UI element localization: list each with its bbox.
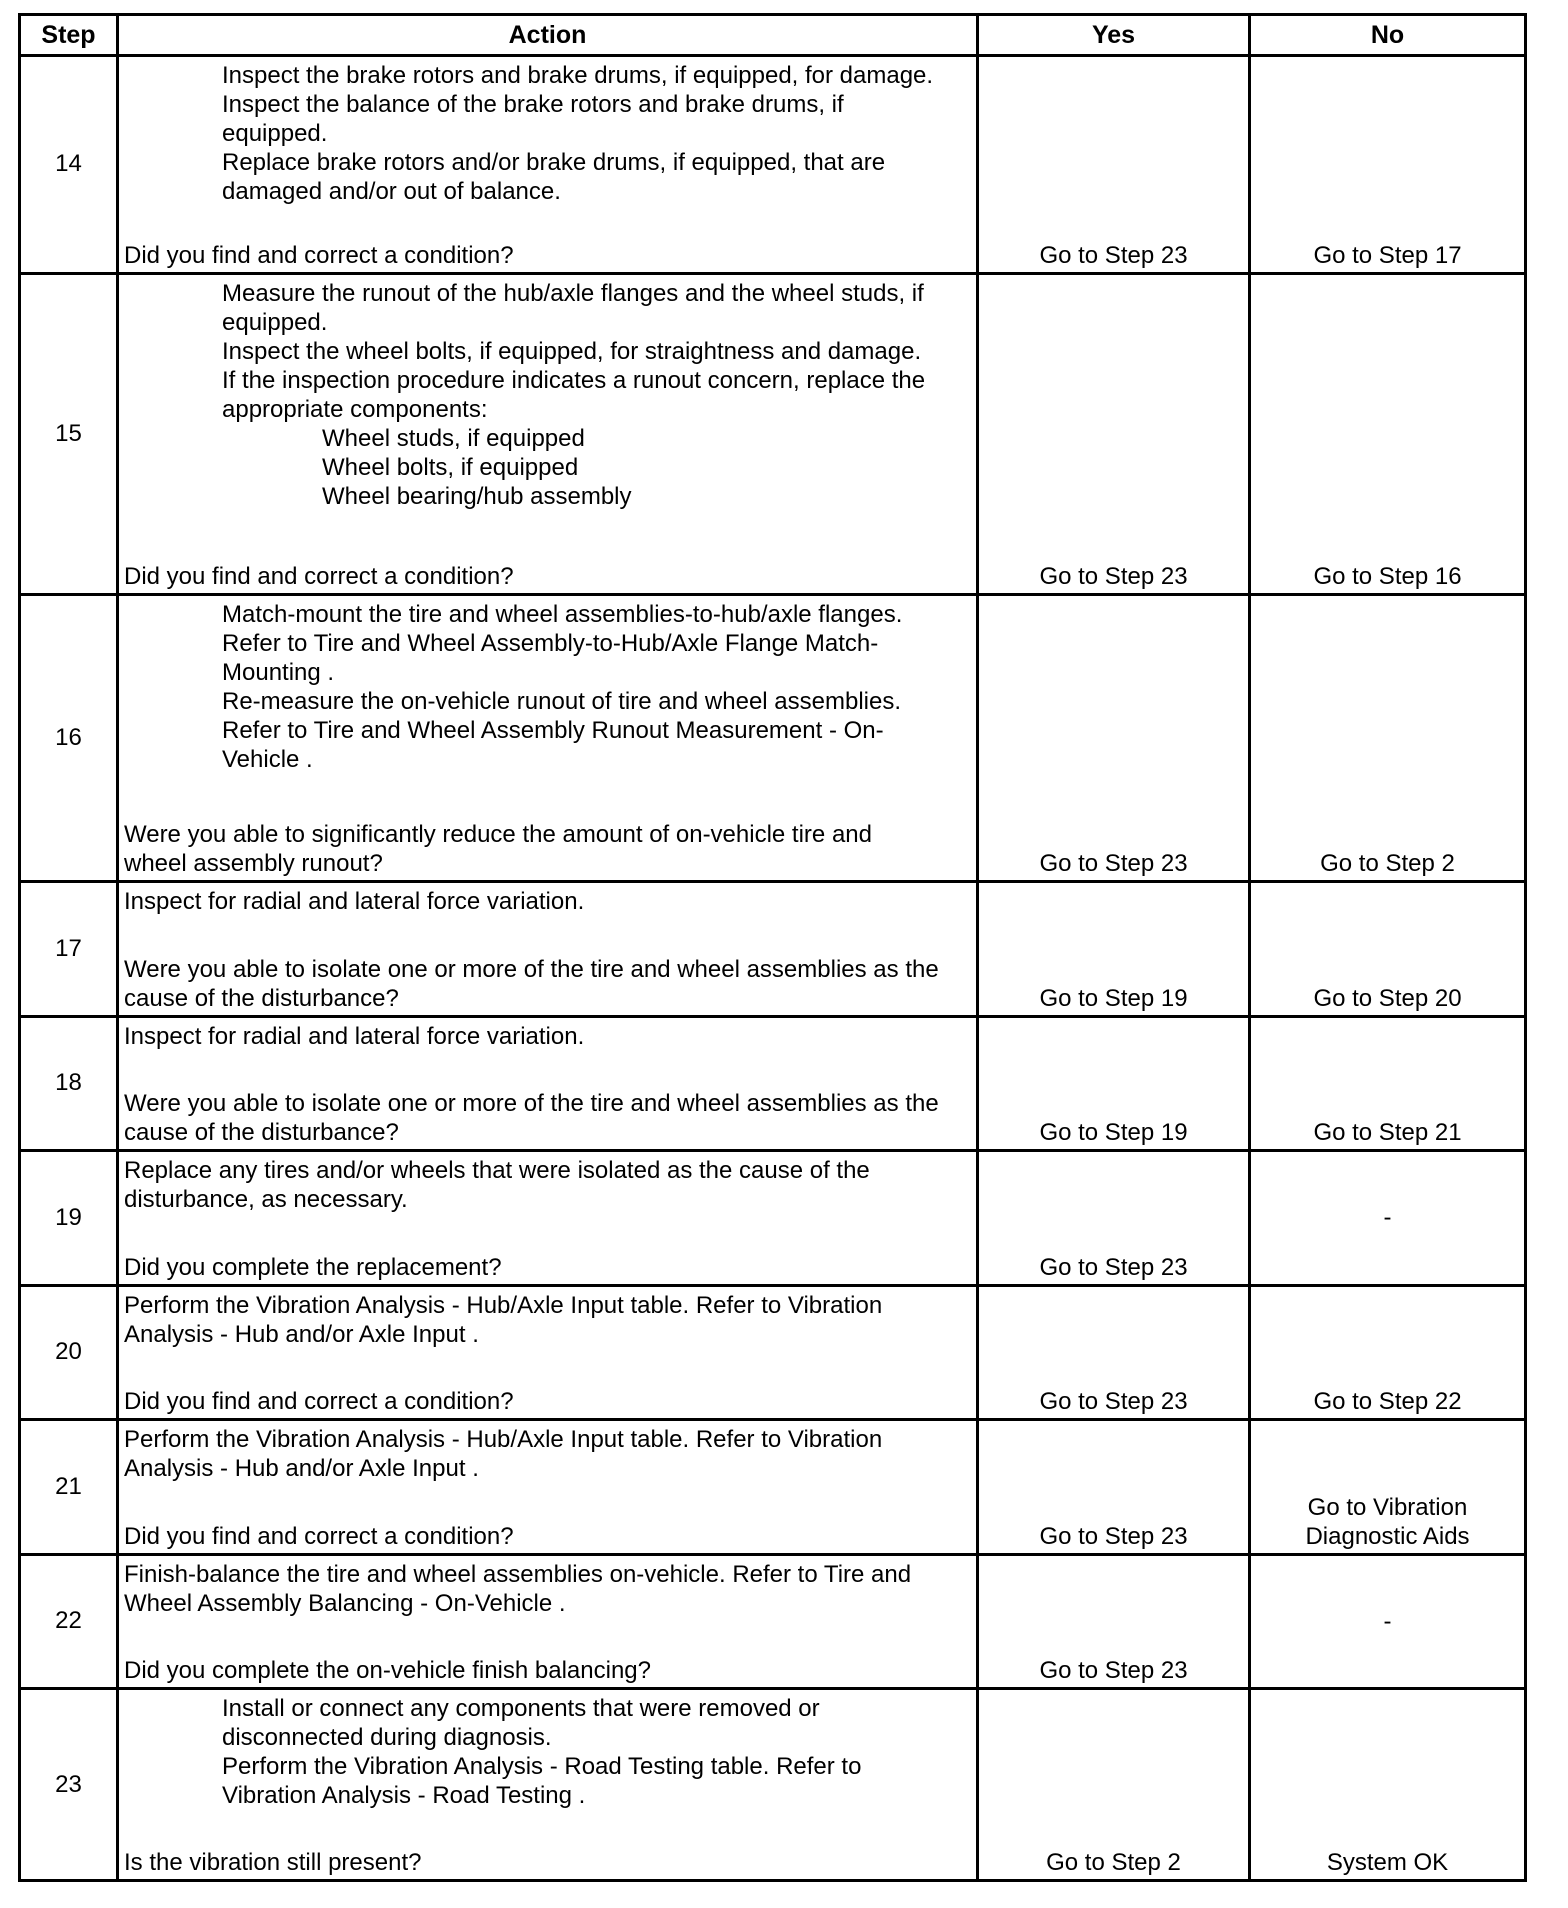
table-row [20, 273, 1526, 594]
action-line: Re-measure the on-vehicle runout of tire and wheel assemblies. [222, 688, 902, 716]
question-line: Were you able to isolate one or more of the tire and wheel assemblies as the [124, 955, 939, 983]
action-line: Inspect the wheel bolts, if equipped, for straightness and damage. [222, 337, 922, 365]
action-line: Mounting . [222, 659, 335, 687]
no-result: Go to Step 2 [1250, 595, 1526, 882]
action-line: Inspect for radial and lateral force variation. [124, 888, 585, 916]
question-line: Did you complete the replacement? [124, 1253, 502, 1281]
action-line: If the inspection procedure indicates a runout concern, replace the [222, 366, 926, 394]
step-number: 19 [20, 1151, 118, 1286]
action-content [119, 1287, 976, 1419]
action-question [124, 1253, 970, 1284]
action-instructions [124, 1291, 970, 1349]
action-content [119, 275, 976, 593]
action-cell [118, 1016, 978, 1151]
action-line: Match-mount the tire and wheel assemblies-to-hub/axle flanges. [222, 601, 903, 629]
action-instructions [124, 1156, 970, 1214]
question-line: Did you find and correct a condition? [124, 1388, 514, 1416]
action-cell [118, 1151, 978, 1286]
table-row [20, 1016, 1526, 1151]
action-cell [118, 1285, 978, 1420]
header-step: Step [20, 15, 118, 56]
action-subline: Wheel bearing/hub assembly [322, 482, 632, 510]
action-content [119, 1556, 976, 1688]
action-instructions [124, 600, 970, 774]
action-question [124, 1089, 970, 1149]
step-number: 15 [20, 273, 118, 594]
action-line: Refer to Tire and Wheel Assembly Runout Measurement - On- [222, 717, 884, 745]
table-row [20, 882, 1526, 1017]
header-yes: Yes [978, 15, 1250, 56]
action-line: Analysis - Hub and/or Axle Input . [124, 1320, 479, 1348]
action-line: Replace any tires and/or wheels that were isolated as the cause of the [124, 1157, 870, 1185]
action-content [119, 1421, 976, 1553]
yes-result: Go to Step 23 [978, 1420, 1250, 1555]
action-content [119, 596, 976, 880]
step-number: 20 [20, 1285, 118, 1420]
question-line: cause of the disturbance? [124, 984, 399, 1012]
action-line: Inspect the balance of the brake rotors and brake drums, if [222, 91, 844, 118]
action-line: Replace brake rotors and/or brake drums, if equipped, that are [222, 149, 886, 176]
step-number: 23 [20, 1689, 118, 1881]
action-question [124, 241, 970, 272]
action-content [119, 883, 976, 1015]
action-line: Analysis - Hub and/or Axle Input . [124, 1455, 479, 1483]
action-cell [118, 273, 978, 594]
step-number: 22 [20, 1554, 118, 1689]
action-question [124, 562, 970, 593]
yes-result: Go to Step 23 [978, 1285, 1250, 1420]
step-number: 18 [20, 1016, 118, 1151]
action-cell [118, 595, 978, 882]
action-line: Inspect the brake rotors and brake drums, if equipped, for damage. [222, 62, 934, 89]
no-result: Go to Step 20 [1250, 882, 1526, 1017]
action-instructions [124, 887, 970, 916]
action-instructions [124, 279, 970, 511]
action-content [119, 1152, 976, 1284]
action-instructions [124, 1425, 970, 1483]
question-line: Did you find and correct a condition? [124, 563, 514, 591]
action-cell [118, 1554, 978, 1689]
action-cell [118, 882, 978, 1017]
question-line: cause of the disturbance? [124, 1119, 399, 1147]
header-action: Action [118, 15, 978, 56]
action-line: Measure the runout of the hub/axle flanges and the wheel studs, if [222, 279, 924, 307]
question-line: Did you find and correct a condition? [124, 241, 514, 269]
action-instructions [124, 61, 970, 206]
action-instructions [124, 1560, 970, 1618]
action-line: disturbance, as necessary. [124, 1186, 408, 1214]
table-row [20, 56, 1526, 274]
no-result [1250, 1420, 1526, 1555]
action-line: Vibration Analysis - Road Testing . [222, 1782, 586, 1810]
question-line: wheel assembly runout? [124, 850, 383, 878]
action-content [119, 57, 976, 272]
action-line: Vehicle . [222, 746, 313, 774]
question-line: Were you able to significantly reduce the amount of on-vehicle tire and [124, 821, 872, 849]
step-number: 17 [20, 882, 118, 1017]
no-result-line: Go to Vibration [1307, 1493, 1468, 1521]
no-result: Go to Step 16 [1250, 273, 1526, 594]
header-no: No [1250, 15, 1526, 56]
yes-result: Go to Step 23 [978, 1554, 1250, 1689]
step-number: 14 [20, 56, 118, 274]
action-line: damaged and/or out of balance. [222, 178, 561, 205]
yes-result: Go to Step 23 [978, 595, 1250, 882]
no-result: - [1250, 1554, 1526, 1689]
action-question [124, 955, 970, 1015]
action-line: Inspect for radial and lateral force variation. [124, 1022, 585, 1050]
action-instructions [124, 1022, 970, 1051]
yes-result: Go to Step 19 [978, 882, 1250, 1017]
action-line: Wheel Assembly Balancing - On-Vehicle . [124, 1589, 566, 1617]
action-line: disconnected during diagnosis. [222, 1724, 552, 1752]
action-question [124, 1848, 970, 1879]
question-line: Did you complete the on-vehicle finish balancing? [124, 1657, 651, 1685]
table-row [20, 1285, 1526, 1420]
action-subline: Wheel studs, if equipped [322, 424, 585, 452]
yes-result: Go to Step 19 [978, 1016, 1250, 1151]
action-instructions [124, 1694, 970, 1810]
action-cell [118, 56, 978, 274]
question-line: Were you able to isolate one or more of the tire and wheel assemblies as the [124, 1090, 939, 1118]
table-row [20, 595, 1526, 882]
header-row [20, 15, 1526, 56]
no-result-line: Diagnostic Aids [1305, 1522, 1470, 1550]
no-result: Go to Step 17 [1250, 56, 1526, 274]
action-line: Perform the Vibration Analysis - Hub/Axle Input table. Refer to Vibration [124, 1426, 883, 1454]
action-line: Perform the Vibration Analysis - Hub/Axle Input table. Refer to Vibration [124, 1291, 883, 1319]
step-number: 21 [20, 1420, 118, 1555]
no-result: - [1250, 1151, 1526, 1286]
action-question [124, 1656, 970, 1687]
table-row [20, 1554, 1526, 1689]
step-number: 16 [20, 595, 118, 882]
action-question [124, 1522, 970, 1553]
action-line: Refer to Tire and Wheel Assembly-to-Hub/Axle Flange Match- [222, 630, 879, 658]
yes-result: Go to Step 23 [978, 273, 1250, 594]
yes-result: Go to Step 2 [978, 1689, 1250, 1881]
action-cell [118, 1420, 978, 1555]
question-line: Did you find and correct a condition? [124, 1522, 514, 1550]
action-content [119, 1690, 976, 1879]
yes-result: Go to Step 23 [978, 1151, 1250, 1286]
no-result: Go to Step 22 [1250, 1285, 1526, 1420]
action-line: Install or connect any components that were removed or [222, 1695, 820, 1723]
action-question [124, 820, 970, 880]
table-row [20, 1689, 1526, 1881]
action-line: Finish-balance the tire and wheel assemblies on-vehicle. Refer to Tire and [124, 1560, 912, 1588]
action-content [119, 1018, 976, 1150]
no-result: Go to Step 21 [1250, 1016, 1526, 1151]
table-row [20, 1420, 1526, 1555]
no-result: System OK [1250, 1689, 1526, 1881]
action-subline: Wheel bolts, if equipped [322, 453, 579, 481]
yes-result: Go to Step 23 [978, 56, 1250, 274]
action-line: equipped. [222, 308, 328, 336]
table-row [20, 1151, 1526, 1286]
action-cell [118, 1689, 978, 1881]
question-line: Is the vibration still present? [124, 1849, 422, 1876]
action-line: appropriate components: [222, 395, 488, 423]
action-question [124, 1387, 970, 1418]
action-line: equipped. [222, 120, 328, 147]
diagnostic-table [18, 13, 1527, 1882]
action-line: Perform the Vibration Analysis - Road Testing table. Refer to [222, 1753, 862, 1781]
